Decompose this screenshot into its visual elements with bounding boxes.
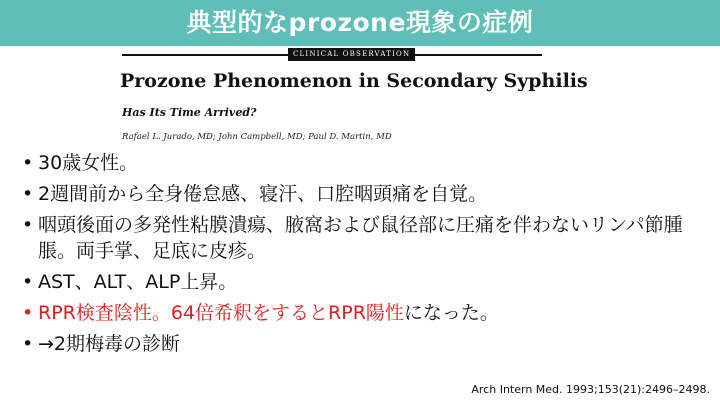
citation: Arch Intern Med. 1993;153(21):2496–2498. — [471, 383, 710, 396]
article-clipping — [112, 48, 588, 150]
bullet-text: 2週間前から全身倦怠感、寝汗、口腔咽頭痛を自覚。 — [38, 183, 488, 205]
bullet-item-symptoms — [22, 181, 712, 207]
bullet-item-diagnosis — [22, 331, 712, 357]
bullet-text-highlight: RPR検査陰性。64倍希釈をするとRPR陽性 — [38, 302, 404, 324]
bullet-marker: • — [22, 333, 34, 355]
bullet-marker: • — [22, 152, 34, 174]
article-authors: Rafael L. Jurado, MD; John Campbell, MD; Paul D. Martin, MD — [122, 132, 392, 142]
section-band — [122, 48, 542, 61]
bullet-item-age — [22, 150, 712, 176]
bullet-text: 30歳女性。 — [38, 152, 139, 174]
bullet-text: AST、ALT、ALP上昇。 — [38, 271, 238, 293]
bullet-marker: • — [22, 214, 34, 236]
article-subtitle: Has Its Time Arrived? — [122, 106, 257, 119]
bullet-marker: • — [22, 302, 34, 324]
bullet-list — [22, 150, 712, 362]
bullet-marker: • — [22, 271, 34, 293]
bullet-text: →2期梅毒の診断 — [38, 333, 181, 355]
section-label: CLINICAL OBSERVATION — [288, 48, 415, 61]
bullet-item-rpr — [22, 300, 712, 326]
bullet-text: 咽頭後面の多発性粘膜潰瘍、腋窩および鼠径部に圧痛を伴わないリンパ節腫脹。両手掌、足底に皮疹。 — [38, 214, 683, 262]
bullet-text-tail: になった。 — [403, 302, 499, 324]
bullet-item-findings — [22, 212, 712, 264]
slide-title: 典型的なprozone現象の症例 — [186, 8, 534, 37]
bullet-item-labs — [22, 269, 712, 295]
bullet-marker: • — [22, 183, 34, 205]
article-title: Prozone Phenomenon in Secondary Syphilis — [120, 70, 588, 92]
